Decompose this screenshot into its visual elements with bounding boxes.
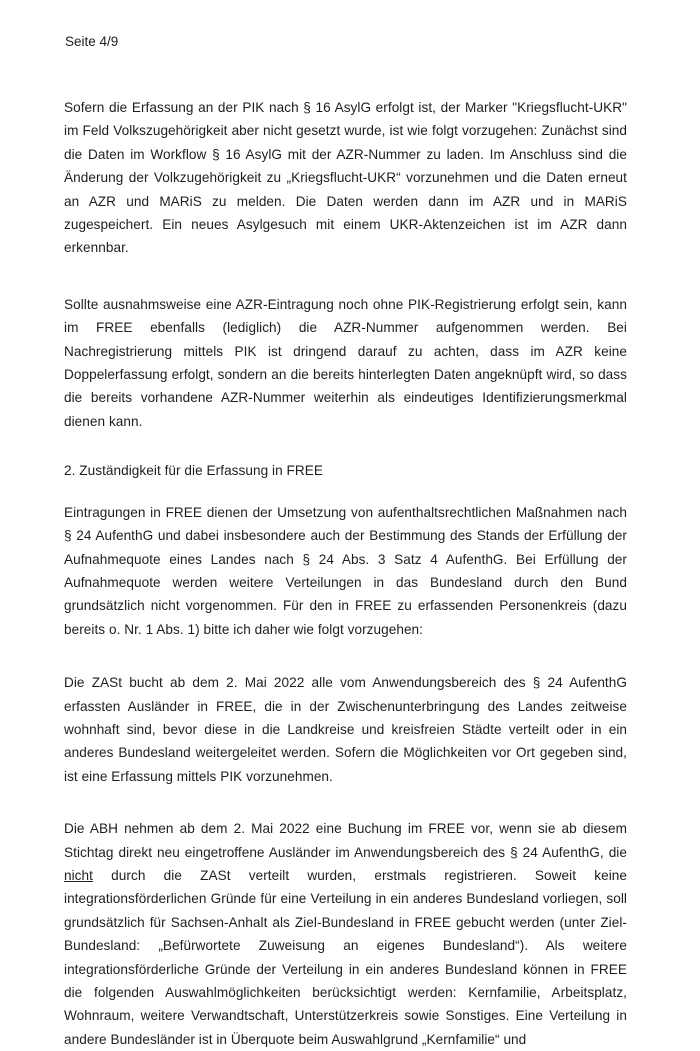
page-number: Seite 4/9 [65,34,119,49]
paragraph-abh-booking [64,817,627,1051]
document-body [64,96,627,1051]
underlined-word: nicht [64,867,93,883]
paragraph-pik-marker: Sofern die Erfassung an der PIK nach § 16 AsylG erfolgt ist, der Marker "Kriegsflucht-UKR" im Feld Volkszugehörigkeit aber nicht gesetzt wurde, ist wie folgt vorzugehen: Zunächst sind die Daten im Workflow § 16 AsylG mit der AZR-Nummer zu laden. Im Anschluss sind die Änderung der Volkzugehörigkeit zu „Kriegsflucht-UKR“ vorzunehmen und die Daten erneut an AZR und MARiS zu melden. Die Daten werden dann im AZR und in MARiS zugespeichert. Ein neues Asylgesuch mit einem UKR-Aktenzeichen ist im AZR dann erkennbar. [64,100,627,256]
paragraph-zast-booking: Die ZASt bucht ab dem 2. Mai 2022 alle vom Anwendungsbereich des § 24 AufenthG erfassten Ausländer in FREE, die in der Zwischenunterbringung des Landes zeitweise wohnhaft sind, bevor diese in die Landkreise und kreisfreien Städte verteilt oder in ein anderes Bundesland weitergeleitet werden. Sofern die Möglichkeiten vor Ort gegeben sind, ist eine Erfassung mittels PIK vorzunehmen. [64,675,627,784]
section-heading: 2. Zuständigkeit für die Erfassung in FREE [64,463,323,479]
paragraph-abh-text-start: Die ABH nehmen ab dem 2. Mai 2022 eine Buchung im FREE vor, wenn sie ab diesem Stichtag direkt neu eingetroffene Ausländer im Anwendungsbereich des § 24 AufenthG, die [64,821,627,860]
paragraph-free-entries: Eintragungen in FREE dienen der Umsetzung von aufenthaltsrechtlichen Maßnahmen nach § 24 AufenthG und dabei insbesondere auch der Bestimmung des Stands der Erfüllung der Aufnahmequote eines Landes nach § 24 Abs. 3 Satz 4 AufenthG. Bei Erfüllung der Aufnahmequote werden weitere Verteilungen in das Bundesland durch den Bund grundsätzlich nicht vorgenommen. Für den in FREE zu erfassenden Personenkreis (dazu bereits o. Nr. 1 Abs. 1) bitte ich daher wie folgt vorzugehen: [64,504,627,637]
paragraph-abh-text-end: durch die ZASt verteilt wurden, erstmals registrieren. Soweit keine integrationsförderlichen Gründe für eine Verteilung in ein anderes Bundesland vorliegen, soll grundsätzlich für Sachsen-Anhalt als Ziel-Bundesland in FREE gebucht werden (unter Ziel-Bundesland: „Befürwortete Zuweisung an eigenes Bundesland“). Als weitere integrationsförderliche Gründe der Verteilung in ein anderes Bundesland können in FREE die folgenden Auswahlmöglichkeiten berücksichtigt werden: Kernfamilie, Arbeitsplatz, Wohnraum, weitere Verwandtschaft, Unterstützerkreis sowie Sonstiges. Eine Verteilung in andere Bundesländer ist in Überquote beim Auswahlgrund „Kernfamilie“ und [64,867,627,1047]
paragraph-azr-registration: Sollte ausnahmsweise eine AZR-Eintragung noch ohne PIK-Registrierung erfolgt sein, kann im FREE ebenfalls (lediglich) die AZR-Nummer aufgenommen werden. Bei Nachregistrierung mittels PIK ist dringend darauf zu achten, dass im AZR keine Doppelerfassung erfolgt, sondern an die bereits hinterlegten Daten angeknüpft wird, so dass die bereits vorhandene AZR-Nummer weiterhin als eindeutiges Identifizierungsmerkmal dienen kann. [64,296,627,429]
